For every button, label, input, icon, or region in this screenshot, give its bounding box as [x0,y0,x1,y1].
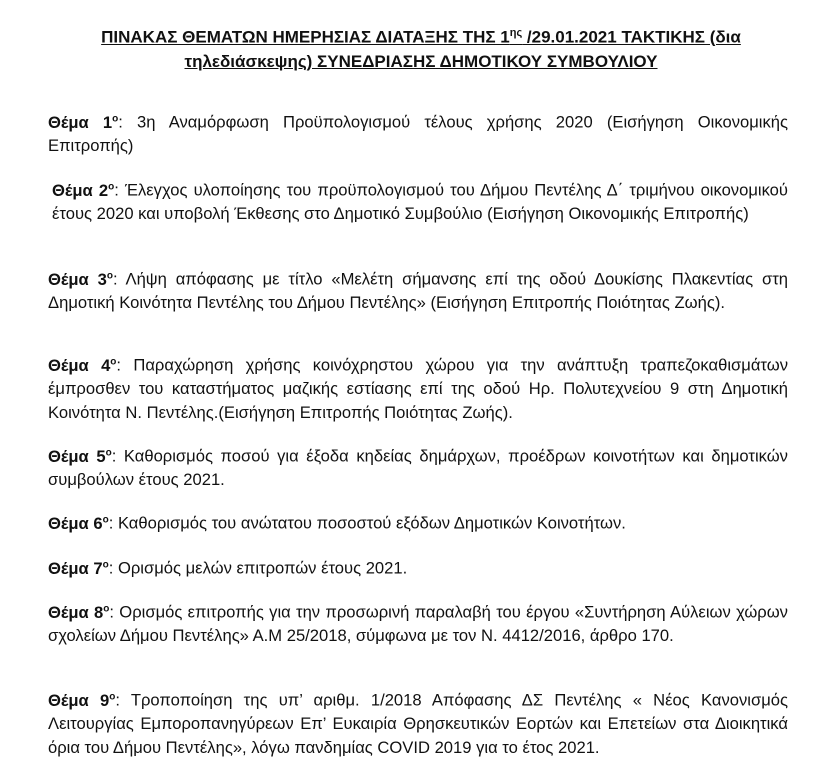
item-separator: : [112,269,126,289]
agenda-item-6 [48,508,788,535]
page-title [52,21,790,74]
item-label: Θέμα $4^o$ [48,355,117,375]
item-text: Καθορισμός του ανώτατου ποσοστού εξόδων Δημοτικών Κοινοτήτων. [117,513,626,533]
agenda-item-4 [48,350,788,424]
item-label: Θέμα $5^o$ [48,446,112,466]
item-label: Θέμα $8^o$ [48,602,110,622]
agenda-item-8 [48,597,788,648]
item-text: Λήψη απόφασης με τίτλο «Μελέτη σήμανσης επί της οδού Δουκίσης Πλακεντίας στη Δημοτική Κοινότητα Πεντέλης του Δήμου Πεντέλης» (Εισήγηση Επιτροπής Ποιότητας Ζωής). [48,269,789,313]
item-separator: : [115,690,131,710]
item-text: Ορισμός επιτροπής για την προσωρινή παραλαβή του έργου «Συντήρηση Αύλειων χώρων σχολείων Δήμου Πεντέλης» Α.Μ 25/2018, σύμφωνα με τον Ν. 4412/2016, άρθρο 170. [48,602,788,646]
agenda-item-3 [48,264,788,315]
agenda-item-9 [48,685,788,759]
title-part2: /29.01.2021 ΤΑΚΤΙΚΗΣ (δια τηλεδιάσκεψης) ΣΥΝΕΔΡΙΑΣΗΣ ΔΗΜΟΤΙΚΟΥ ΣΥΜΒΟΥΛΙΟΥ [184,27,741,71]
item-label: Θέμα $6^o$ [48,513,109,533]
item-text: Καθορισμός ποσού για έξοδα κηδείας δημάρχων, προέδρων κοινοτήτων και δημοτικών συμβούλων έτους 2021. [48,446,788,490]
item-text: Έλεγχος υλοποίησης του προϋπολογισμού του Δήμου Πεντέλης Δ΄ τριμήνου οικονομικού έτους 2020 και υποβολή Έκθεσης στο Δημοτικό Συμβούλιο (Εισήγηση Οικονομικής Επιτροπής) [52,180,788,224]
item-separator: : [116,355,134,375]
item-label: Θέμα $1^o$ [48,112,119,132]
item-separator: : [118,112,138,132]
title-part1: ΠΙΝΑΚΑΣ ΘΕΜΑΤΩΝ ΗΜΕΡΗΣΙΑΣ ΔΙΑΤΑΞΗΣ ΤΗΣ 1 [101,27,510,47]
agenda-item-5 [48,441,788,492]
item-text: Ορισμός μελών επιτροπών έτους 2021. [117,558,408,578]
agenda-item-2 [52,175,788,226]
item-label: Θέμα $9^o$ [48,690,116,710]
item-text: Παραχώρηση χρήσης κοινόχρηστου χώρου για την ανάπτυξη τραπεζοκαθισμάτων έμπροσθεν του καταστήματος μαζικής εστίασης επί της οδού Ηρ. Πολυτεχνείου 9 στη Δημοτική Κοινότητα Ν. Πεντέλης.(Εισήγηση Επιτροπής Ποιότητας Ζωής). [48,355,788,422]
item-text: 3η Αναμόρφωση Προϋπολογισμού τέλους χρήσης 2020 (Εισήγηση Οικονομικής Επιτροπής) [48,112,788,156]
item-separator: : [114,180,125,200]
item-label: Θέμα $2^o$ [52,180,115,200]
item-separator: : [108,558,118,578]
item-label: Θέμα $3^o$ [48,269,113,289]
agenda-item-1 [48,107,788,158]
title-superscript: ης [509,27,523,39]
item-separator: : [111,446,124,466]
item-separator: : [108,513,118,533]
item-text: Τροποποίηση της υπ’ αριθμ. 1/2018 Απόφασης ΔΣ Πεντέλης « Νέος Κανονισμός Λειτουργίας Εμποροπανηγύρεων Επ’ Ευκαιρία Θρησκευτικών Εορτών και Επετείων στα Διοικητικά όρια του Δήμου Πεντέλης», λόγω πανδημίας COVID 2019 για το έτος 2021. [48,690,789,757]
item-separator: : [109,602,120,622]
agenda-item-7 [48,553,788,580]
item-label: Θέμα $7^o$ [48,558,109,578]
